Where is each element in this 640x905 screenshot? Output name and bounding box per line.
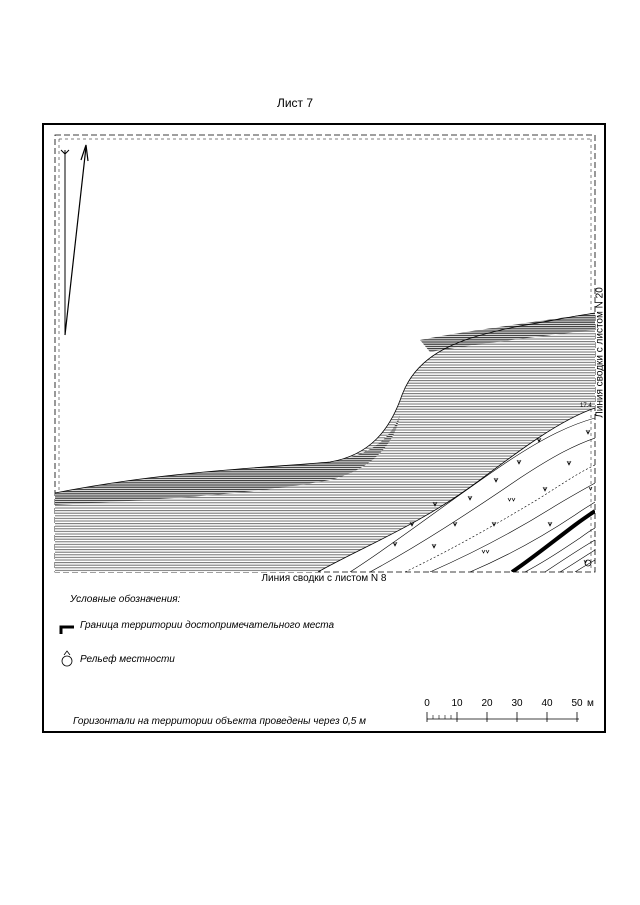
scale-tick-label: 40: [541, 698, 553, 709]
scale-tick-label: 20: [481, 698, 493, 709]
scale-bar: [427, 712, 579, 722]
contour-interval-note: Горизонтали на территории объекта проведены через 0,5 м: [73, 716, 367, 727]
hatched-terrain-area: [55, 313, 595, 572]
legend-item-boundary: [80, 620, 334, 631]
legend-item-label: Граница территории достопримечательного места: [80, 620, 335, 631]
scale-tick-label: 10: [451, 698, 463, 709]
edge-label-right: Линия сводки с листом N 20: [594, 287, 606, 418]
scale-tick-label: 0: [424, 698, 430, 709]
legend-title: Условные обозначения:: [70, 594, 181, 605]
scale-tick-label: 50: [571, 698, 583, 709]
scale-unit: м: [587, 698, 594, 709]
north-arrow-icon: [61, 145, 88, 335]
relief-icon: [62, 651, 72, 666]
sheet-title: Лист 7: [276, 96, 314, 110]
spot-height-label: 17.4: [580, 403, 592, 409]
site-boundary-line: [512, 511, 595, 572]
legend-item-label: Рельеф местности: [80, 654, 175, 665]
edge-label-bottom: Линия сводки с листом N 8: [261, 573, 387, 584]
boundary-line-icon: [61, 627, 74, 634]
legend-item-relief: [80, 654, 175, 665]
scale-tick-label: 30: [511, 698, 523, 709]
